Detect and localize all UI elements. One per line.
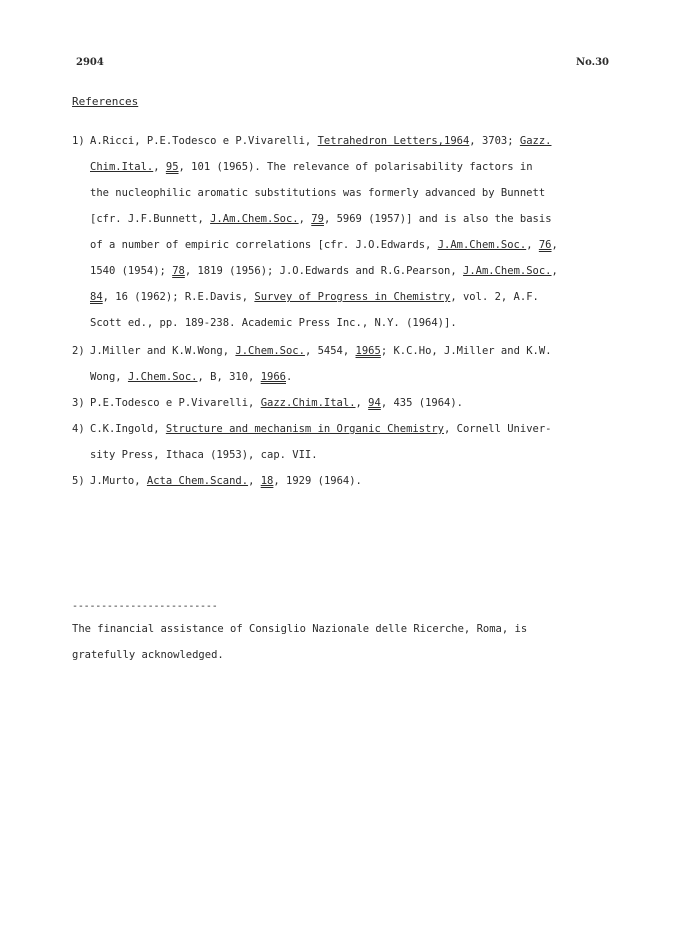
reference-2 [72,338,602,390]
journal-title: Gazz. [519,135,552,147]
ref-text: A.Ricci, P.E.Todesco e P.Vivarelli, [90,135,318,147]
ref-text: , [526,239,539,251]
year: 1966 [260,371,286,383]
volume: 18 [260,475,274,487]
reference-3 [72,390,602,416]
ref-text: sity Press, Ithaca (1953), cap. VII. [90,449,318,461]
reference-1 [72,128,602,336]
ref-text: , [153,161,166,173]
issue-number: No.30 [575,57,609,68]
ref-text: , [298,213,312,225]
reference-number: 2) [72,345,85,357]
ref-text: J.Murto, [90,475,147,487]
ref-text: C.K.Ingold, [90,423,166,435]
ref-text: of a number of empiric correlations [cfr. J.O.Edwards, [90,239,438,251]
reference-number: 4) [72,423,85,435]
reference-number: 1) [72,135,85,147]
journal-title: Gazz.Chim.Ital. [260,397,356,409]
ref-text: , 16 (1962); R.E.Davis, [102,291,255,303]
references-heading: References [72,95,139,108]
ref-text: , B, 310, [197,371,261,383]
ref-text: P.E.Todesco e P.Vivarelli, [90,397,261,409]
journal-title: Tetrahedron Letters,1964 [317,135,470,147]
journal-title: Chim.Ital. [90,161,154,173]
ref-text: , 435 (1964). [380,397,464,409]
ref-text: , vol. 2, A.F. [450,291,539,303]
ref-text: , [551,265,558,277]
reference-5 [72,468,602,494]
year: 1965 [355,345,381,357]
ref-text: , 101 (1965). The relevance of polarisability factors in [178,161,533,173]
ref-text: [cfr. J.F.Bunnett, [90,213,211,225]
ref-text: , 1819 (1956); J.O.Edwards and R.G.Pearson, [184,265,463,277]
journal-title: J.Chem.Soc. [127,371,198,383]
reference-number: 5) [72,475,85,487]
volume: 95 [165,161,179,173]
journal-title: J.Am.Chem.Soc. [210,213,299,225]
ref-text: , Cornell Univer- [444,423,552,435]
journal-title: J.Am.Chem.Soc. [463,265,552,277]
ref-text: , 1929 (1964). [273,475,362,487]
reference-number: 3) [72,397,85,409]
ref-text: J.Miller and K.W.Wong, [90,345,236,357]
volume: 79 [311,213,324,225]
reference-4 [72,416,602,468]
journal-title: J.Am.Chem.Soc. [437,239,527,251]
volume: 78 [172,265,185,277]
volume: 76 [538,239,552,251]
footnote-line: gratefully acknowledged. [72,649,224,661]
ref-text: 1540 (1954); [90,265,173,277]
book-title: Survey of Progress in Chemistry [254,291,451,303]
footnote-line: The financial assistance of Consiglio Nazionale delle Ricerche, Roma, is [72,623,528,635]
journal-title: J.Chem.Soc. [235,345,305,357]
volume: 94 [368,397,381,409]
journal-title: Acta Chem.Scand. [146,475,249,487]
ref-text: . [286,371,293,383]
ref-text: , [355,397,369,409]
footnote-rule: ------------------------- [72,601,218,612]
ref-text: , 5454, [304,345,356,357]
book-title: Structure and mechanism in Organic Chemistry [165,423,445,435]
ref-text: Wong, [90,371,128,383]
ref-text: , 5969 (1957)] and is also the basis [323,213,552,225]
footnote [72,616,527,668]
volume: 84 [90,291,103,303]
page-number: 2904 [76,57,104,68]
ref-text: , [551,239,558,251]
ref-text: Scott ed., pp. 189-238. Academic Press Inc., N.Y. (1964)]. [90,317,457,329]
ref-text: , [248,475,261,487]
ref-text: , 3703; [469,135,520,147]
ref-text: the nucleophilic aromatic substitutions was formerly advanced by Bunnett [90,187,546,199]
ref-text: ; K.C.Ho, J.Miller and K.W. [380,345,552,357]
